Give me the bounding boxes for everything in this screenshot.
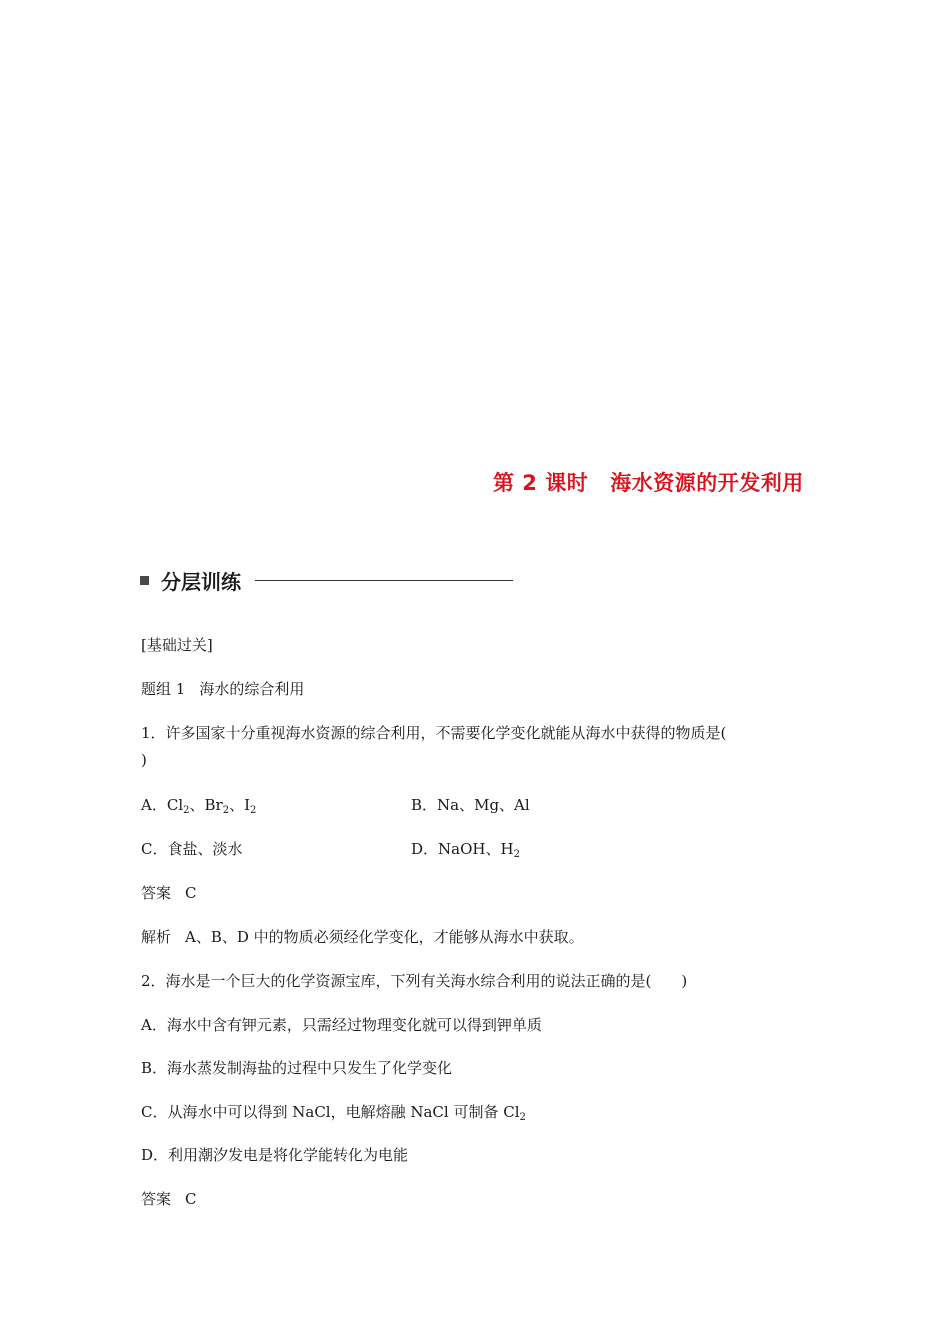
q1-a-part: 、I [229, 796, 251, 814]
group-prefix: 题组 1 [141, 680, 186, 698]
q1-option-d-text [438, 840, 520, 858]
q1-d-part: NaOH、H [438, 840, 514, 858]
q2-c-part: 从海水中可以得到 NaCl，电解熔融 NaCl 可制备 Cl [167, 1103, 520, 1121]
q1-option-d-label: D． [411, 840, 439, 858]
q2-option-a [141, 1015, 542, 1035]
q1-a-sub: 2 [222, 805, 230, 816]
q1-answer-value: C [185, 884, 197, 902]
q1-option-b [411, 795, 530, 815]
q2-option-c-text [167, 1103, 525, 1121]
q2-option-a-text: 海水中含有钾元素，只需经过物理变化就可以得到钾单质 [166, 1016, 542, 1034]
square-bullet-icon [140, 576, 149, 585]
q1-number: 1． [141, 724, 166, 742]
q2-option-d [141, 1145, 408, 1165]
q2-stem-text: 海水是一个巨大的化学资源宝库，下列有关海水综合利用的说法正确的是( ) [165, 972, 688, 990]
q1-stem-text: 许多国家十分重视海水资源的综合利用，不需要化学变化就能从海水中获得的物质是( [165, 724, 727, 742]
q1-option-a [141, 795, 256, 815]
q2-option-b [141, 1058, 452, 1078]
q1-option-c [141, 839, 243, 859]
q2-option-c-label: C． [141, 1103, 168, 1121]
section-header [140, 566, 513, 595]
lesson-topic: 海水资源的开发利用 [610, 471, 804, 495]
group-heading [141, 679, 304, 699]
q1-stem [141, 723, 726, 743]
q2-option-b-label: B． [141, 1059, 168, 1077]
q1-d-sub: 2 [513, 849, 520, 860]
q1-option-b-text: Na、Mg、Al [437, 796, 530, 814]
q1-option-c-label: C． [141, 840, 168, 858]
q1-stem-cont: ) [141, 751, 147, 769]
group-name: 海水的综合利用 [199, 680, 305, 698]
q2-c-sub: 2 [519, 1112, 526, 1123]
section-label: 分层训练 [161, 570, 241, 594]
section-divider [255, 580, 513, 581]
level-label: [基础过关] [141, 636, 213, 654]
q1-option-a-text [167, 796, 257, 814]
q1-option-b-label: B． [411, 796, 438, 814]
q1-option-d [411, 839, 520, 859]
q1-option-c-text: 食盐、淡水 [167, 840, 243, 858]
q2-number: 2． [141, 972, 166, 990]
q1-analysis-text: A、B、D 中的物质必须经化学变化，才能够从海水中获取。 [185, 928, 584, 946]
q1-analysis-label: 解析 [141, 928, 172, 946]
q2-option-d-text: 利用潮汐发电是将化学能转化为电能 [168, 1146, 409, 1164]
q2-option-b-text: 海水蒸发制海盐的过程中只发生了化学变化 [167, 1059, 453, 1077]
q2-option-c [141, 1102, 526, 1122]
lesson-number: 第 2 课时 [493, 471, 589, 495]
q1-a-sub: 2 [250, 805, 257, 816]
q2-answer [141, 1189, 197, 1209]
q1-option-a-label: A． [141, 796, 167, 814]
q1-a-part: 、Br [189, 796, 223, 814]
lesson-title [493, 467, 804, 497]
q2-option-d-label: D． [141, 1146, 169, 1164]
q2-option-a-label: A． [141, 1016, 167, 1034]
q2-answer-value: C [185, 1190, 197, 1208]
q1-answer-label: 答案 [141, 884, 172, 902]
q2-answer-label: 答案 [141, 1190, 172, 1208]
q1-a-sub: 2 [183, 805, 190, 816]
q1-analysis [141, 927, 584, 947]
q2-stem [141, 971, 687, 991]
q1-answer [141, 883, 197, 903]
q1-a-part: Cl [166, 796, 184, 814]
